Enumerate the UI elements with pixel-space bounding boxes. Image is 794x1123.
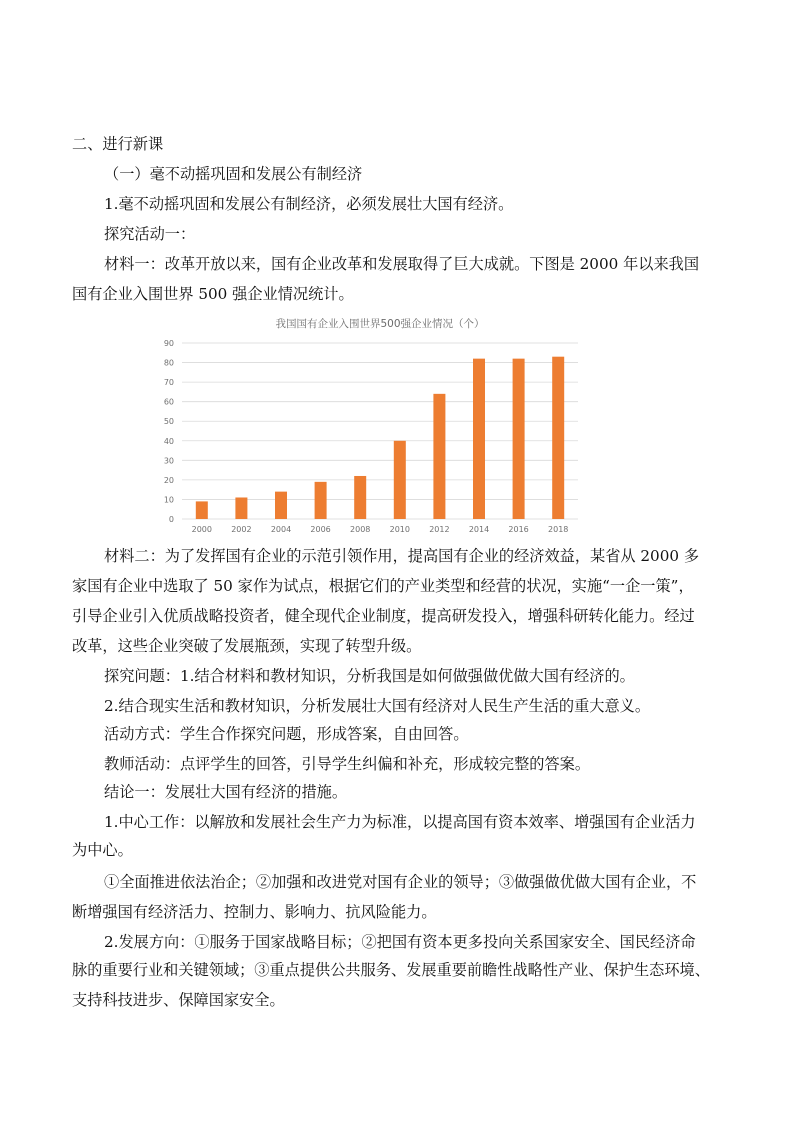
paragraph-line: 家国有企业中选取了 50 家作为试点，根据它们的产业类型和经营的状况，实施“一企一策”，: [72, 577, 694, 595]
paragraph-line: 改革，这些企业突破了发展瓶颈，实现了转型升级。: [72, 637, 422, 655]
paragraph-line: 探究问题：1.结合材料和教材知识，分析我国是如何做强做优做大国有经济的。: [104, 667, 635, 685]
paragraph-line: 2.发展方向：①服务于国家战略目标；②把国有资本更多投向关系国家安全、国民经济命: [104, 933, 696, 951]
y-tick-label: 50: [163, 417, 174, 427]
y-tick-label: 80: [163, 358, 174, 368]
paragraph-line: 1.中心工作：以解放和发展社会生产力为标准，以提高国有资本效率、增强国有企业活力: [104, 813, 696, 831]
paragraph-line: 活动方式：学生合作探究问题，形成答案，自由回答。: [104, 725, 469, 743]
x-tick-label: 2010: [389, 525, 410, 534]
y-tick-label: 10: [163, 495, 174, 505]
y-tick-label: 40: [163, 436, 174, 446]
conclusion-heading: 结论一：发展壮大国有经济的措施。: [104, 783, 347, 801]
x-tick-label: 2018: [548, 525, 569, 534]
bar: [275, 492, 287, 519]
x-tick-label: 2000: [191, 525, 212, 534]
paragraph-line: 1.毫不动摇巩固和发展公有制经济，必须发展壮大国有经济。: [104, 195, 514, 213]
paragraph-line: 引导企业引入优质战略投资者，健全现代企业制度，提高研发投入，增强科研转化能力。经过: [72, 607, 695, 625]
y-tick-label: 70: [163, 378, 174, 388]
bar-chart: [152, 312, 584, 537]
x-tick-label: 2016: [508, 525, 529, 534]
y-tick-label: 20: [163, 475, 174, 485]
paragraph-line: 为中心。: [72, 841, 133, 859]
x-tick-label: 2008: [350, 525, 371, 534]
paragraph-line: 材料二：为了发挥国有企业的示范引领作用，提高国有企业的经济效益，某省从 2000 多: [104, 547, 700, 565]
activity-label: 探究活动一：: [104, 225, 196, 243]
x-tick-label: 2002: [231, 525, 252, 534]
subsection-heading: （一）毫不动摇巩固和发展公有制经济: [104, 165, 363, 183]
paragraph-line: 断增强国有经济活力、控制力、影响力、抗风险能力。: [72, 903, 437, 921]
y-tick-label: 30: [163, 456, 174, 466]
paragraph-line: 材料一：改革开放以来，国有企业改革和发展取得了巨大成就。下图是 2000 年以来我国: [104, 255, 700, 273]
chart-title: 我国国有企业入围世界500强企业情况（个）: [275, 318, 485, 330]
paragraph-line: ①全面推进依法治企；②加强和改进党对国有企业的领导；③做强做优做大国有企业，不: [104, 873, 697, 891]
y-tick-label: 0: [168, 515, 174, 524]
paragraph-line: 国有企业入围世界 500 强企业情况统计。: [72, 285, 354, 303]
y-tick-label: 60: [163, 397, 174, 407]
bar: [433, 394, 445, 519]
bar: [315, 482, 327, 519]
y-tick-label: 90: [163, 339, 174, 348]
bar: [354, 476, 366, 519]
paragraph-line: 支持科技进步、保障国家安全。: [72, 991, 285, 1009]
bar: [235, 497, 247, 519]
bar: [513, 359, 525, 519]
x-tick-label: 2006: [310, 525, 331, 534]
x-tick-label: 2014: [468, 525, 490, 534]
x-tick-label: 2004: [270, 525, 292, 534]
x-tick-label: 2012: [429, 525, 450, 534]
paragraph-line: 教师活动：点评学生的回答，引导学生纠偏和补充，形成较完整的答案。: [104, 755, 590, 773]
bar: [473, 359, 485, 519]
bar: [552, 357, 564, 519]
chart-svg: [152, 312, 584, 537]
section-heading: 二、进行新课: [72, 135, 164, 153]
paragraph-line: 脉的重要行业和关键领域；③重点提供公共服务、发展重要前瞻性战略性产业、保护生态环境、: [72, 961, 710, 979]
paragraph-line: 2.结合现实生活和教材知识，分析发展壮大国有经济对人民生产生活的重大意义。: [104, 697, 651, 715]
bar: [394, 441, 406, 519]
bar: [196, 501, 208, 519]
